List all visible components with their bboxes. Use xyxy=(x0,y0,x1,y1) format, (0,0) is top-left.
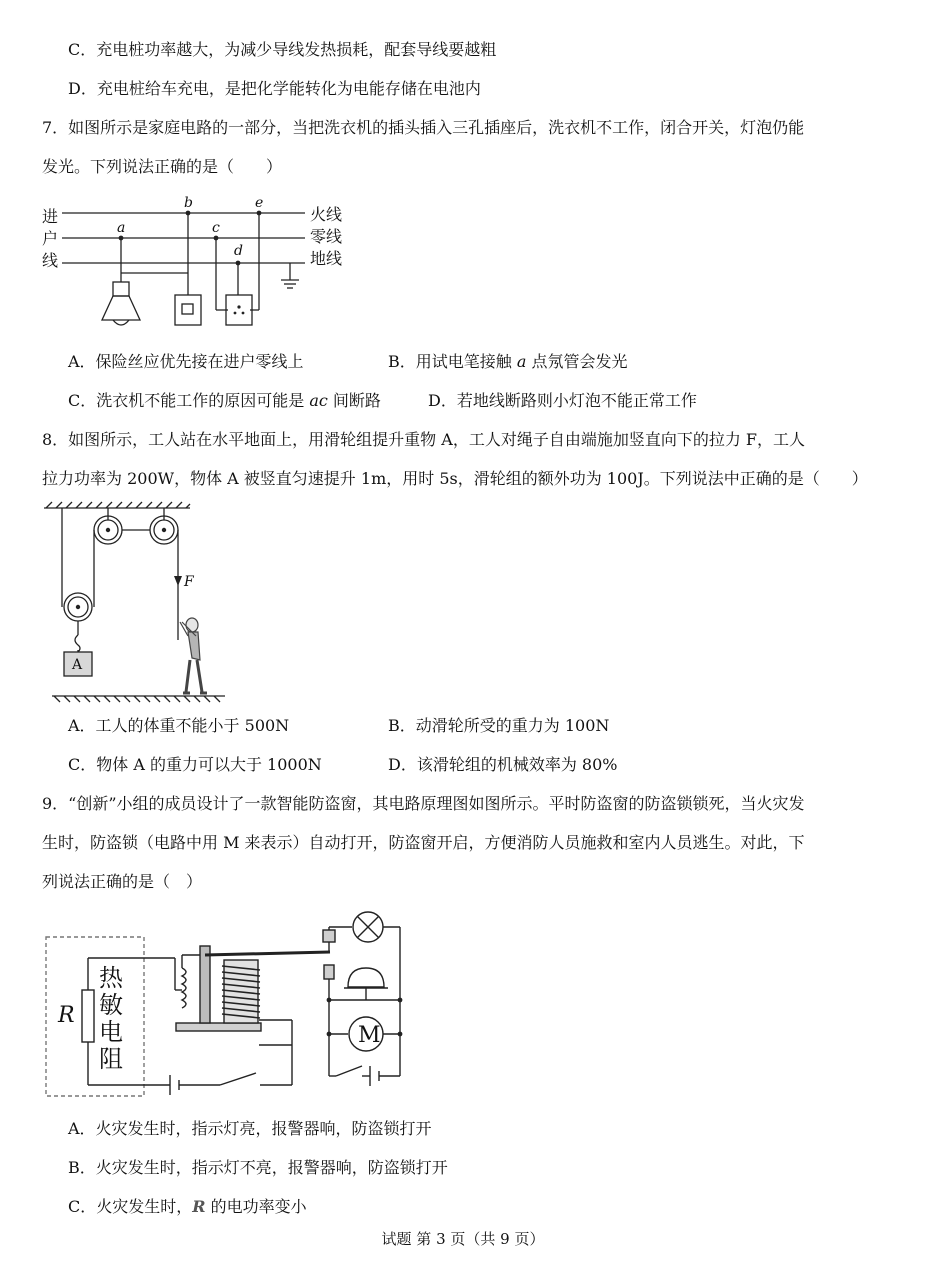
q9-option-a: A．火灾发生时，指示灯亮，报警器响，防盗锁打开 xyxy=(68,1119,432,1138)
q9-circuit-figure xyxy=(42,910,412,1100)
q8-option-c: C．物体 A 的重力可以大于 1000N xyxy=(68,755,322,774)
q7-stem-line1: 7．如图所示是家庭电路的一部分，当把洗衣机的插头插入三孔插座后，洗衣机不工作，闭合开关，灯泡仍能 xyxy=(42,118,805,137)
q7-option-d: D．若地线断路则小灯泡不能正常工作 xyxy=(428,391,697,410)
q7-left-label-1: 进 xyxy=(42,207,59,226)
q8-stem-line1: 8．如图所示，工人站在水平地面上，用滑轮组提升重物 A，工人对绳子自由端施加竖直向下的拉力 F，工人 xyxy=(42,430,806,449)
q7-left-label-2: 户 xyxy=(42,229,59,248)
q9-thermistor-char-2: 敏 xyxy=(99,991,123,1019)
q8-option-a: A．工人的体重不能小于 500N xyxy=(68,716,290,735)
q9-stem-line1: 9．“创新”小组的成员设计了一款智能防盗窗，其电路原理图如图所示。平时防盗窗的防盗锁锁死，当火灾发 xyxy=(42,794,805,813)
q8-force-label: F xyxy=(184,574,194,590)
q9-motor-label: M xyxy=(358,1023,381,1048)
q7-point-d: d xyxy=(234,243,243,259)
q9-stem-line2: 生时，防盗锁（电路中用 M 来表示）自动打开，防盗窗开启，方便消防人员施救和室内人员逃生。对此，下 xyxy=(42,833,805,852)
q9-option-c: C．火灾发生时，R 的电功率变小 xyxy=(68,1197,307,1216)
q7-left-label-3: 线 xyxy=(42,251,59,270)
q7-point-b: b xyxy=(184,195,193,211)
q7-stem-line2: 发光。下列说法正确的是（ ） xyxy=(42,157,283,176)
q9-thermistor-char-1: 热 xyxy=(99,964,123,992)
q8-block-label: A xyxy=(72,657,83,673)
q9-thermistor-char-3: 电 xyxy=(99,1018,123,1046)
q7-option-b: B．用试电笔接触 a 点氖管会发光 xyxy=(388,352,628,371)
q8-pulley-figure xyxy=(40,500,240,705)
q7-wire-label-neutral: 零线 xyxy=(310,227,343,246)
option-d-prev: D．充电桩给车充电，是把化学能转化为电能存储在电池内 xyxy=(68,79,481,98)
option-c-prev: C．充电桩功率越大，为减少导线发热损耗，配套导线要越粗 xyxy=(68,40,497,59)
q9-option-b: B．火灾发生时，指示灯不亮，报警器响，防盗锁打开 xyxy=(68,1158,448,1177)
q7-circuit-figure xyxy=(40,190,360,340)
q7-option-c: C．洗衣机不能工作的原因可能是 ac 间断路 xyxy=(68,391,381,410)
q9-thermistor-char-4: 阻 xyxy=(99,1045,123,1073)
page-footer: 试题 第 3 页（共 9 页） xyxy=(381,1230,545,1248)
q9-stem-line3: 列说法正确的是（ ） xyxy=(42,872,203,891)
q7-point-e: e xyxy=(255,195,264,211)
q9-r-label: R xyxy=(58,1003,75,1028)
q7-point-a: a xyxy=(117,220,126,236)
q7-wire-label-live: 火线 xyxy=(310,205,343,224)
q8-stem-line2: 拉力功率为 200W，物体 A 被竖直匀速提升 1m，用时 5s，滑轮组的额外功为 100J。下列说法中正确的是（ ） xyxy=(42,469,868,488)
q7-point-c: c xyxy=(212,220,220,236)
q8-option-d: D．该滑轮组的机械效率为 80% xyxy=(388,755,618,774)
q7-option-a: A．保险丝应优先接在进户零线上 xyxy=(68,352,304,371)
q8-option-b: B．动滑轮所受的重力为 100N xyxy=(388,716,610,735)
q7-wire-label-ground: 地线 xyxy=(310,249,343,268)
